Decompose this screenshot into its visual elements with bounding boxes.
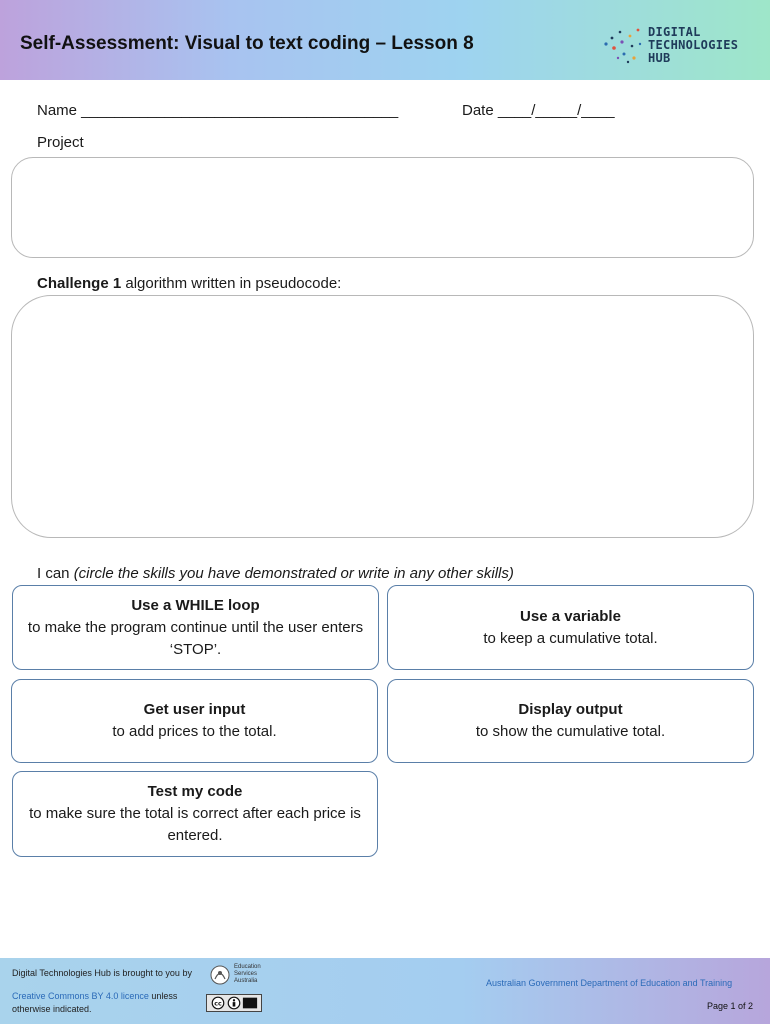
challenge-label-bold: Challenge 1 <box>37 275 122 292</box>
creative-commons-link[interactable]: Creative Commons BY 4.0 licence <box>12 991 149 1001</box>
skill-description: to add prices to the total. <box>112 723 277 740</box>
skill-card-display-output[interactable] <box>387 679 754 763</box>
skill-description: to make sure the total is correct after each price is entered. <box>29 805 361 844</box>
logo-wordmark: DIGITAL TECHNOLOGIES HUB <box>648 25 739 65</box>
skill-description: to keep a cumulative total. <box>483 629 658 647</box>
skill-title: Display output <box>518 701 623 718</box>
date-field-line[interactable]: Date ____/_____/____ <box>462 102 615 119</box>
page-footer <box>0 958 770 1024</box>
skill-description: to show the cumulative total. <box>475 723 666 740</box>
footer-licence-rest: unless <box>148 991 178 1001</box>
footer-otherwise: otherwise indicated. <box>12 1004 92 1014</box>
skills-intro-prefix: I can <box>37 565 74 582</box>
skill-title: Use a variable <box>520 607 621 625</box>
education-services-australia-logo-text: Education Services Australia <box>234 964 261 984</box>
footer-licence <box>12 991 177 1001</box>
project-answer-box[interactable] <box>11 157 754 258</box>
footer-government: Australian Government Department of Education and Training <box>486 978 733 988</box>
page-number: Page 1 of 2 <box>707 1001 754 1011</box>
skill-card-test-code[interactable] <box>12 771 378 857</box>
challenge-label-rest: algorithm written in pseudocode: <box>121 275 342 292</box>
logo-dots-icon <box>600 24 644 68</box>
skill-title: Use a WHILE loop <box>131 596 260 614</box>
digital-technologies-hub-logo <box>600 24 760 68</box>
page-title: Self-Assessment: Visual to text coding – Lesson 8 <box>20 33 474 54</box>
skill-card-variable[interactable] <box>387 585 754 670</box>
project-label: Project <box>37 134 84 151</box>
challenge-label <box>37 275 341 292</box>
pseudocode-answer-box[interactable] <box>11 295 754 538</box>
skills-intro-instruction: (circle the skills you have demonstrated or write in any other skills) <box>73 565 514 582</box>
skill-description: to make the program continue until the user enters ‘STOP’. <box>27 618 364 658</box>
name-field-line[interactable]: Name ______________________________________ <box>37 102 399 119</box>
skill-title: Test my code <box>147 783 243 800</box>
skills-intro <box>37 565 514 582</box>
footer-brought-by: Digital Technologies Hub is brought to you by <box>12 968 192 978</box>
page-header <box>0 0 770 80</box>
svg-text:cc: cc <box>214 1000 222 1008</box>
skill-card-while-loop[interactable] <box>12 585 379 670</box>
skill-title: Get user input <box>143 701 246 718</box>
skill-card-user-input[interactable] <box>11 679 378 763</box>
cc-by-badge-icon <box>206 994 262 1012</box>
